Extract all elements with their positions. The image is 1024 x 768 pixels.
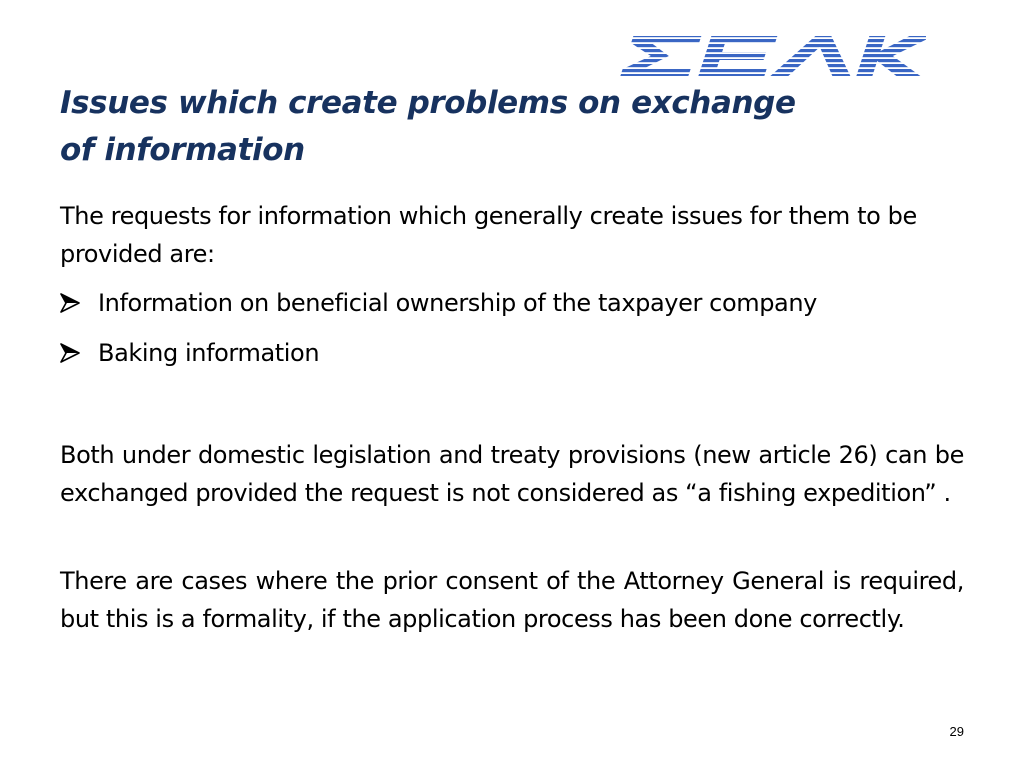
paragraph-treaty: Both under domestic legislation and treaty provisions (new article 26) can be exchanged provided the request is not considered as “a fishing expedition” .: [60, 441, 964, 507]
bullet-item: [60, 284, 964, 334]
arrow-bullet-icon: [60, 293, 80, 313]
bullet-item: [60, 334, 964, 384]
bullet-label: Information on beneficial ownership of the taxpayer company: [98, 289, 817, 317]
bullet-label: Baking information: [98, 339, 320, 367]
intro-paragraph: The requests for information which generally create issues for them to be provided are:: [60, 202, 917, 268]
slide-title: Issues which create problems on exchange of information: [60, 85, 796, 168]
page-number: 29: [949, 724, 964, 739]
bullet-list: [60, 284, 964, 384]
paragraph-attorney-general: There are cases where the prior consent of the Attorney General is required, but this is a formality, if the application process has been done correctly.: [60, 567, 964, 633]
arrow-bullet-icon: [60, 343, 80, 363]
seak-logo: [618, 34, 926, 78]
